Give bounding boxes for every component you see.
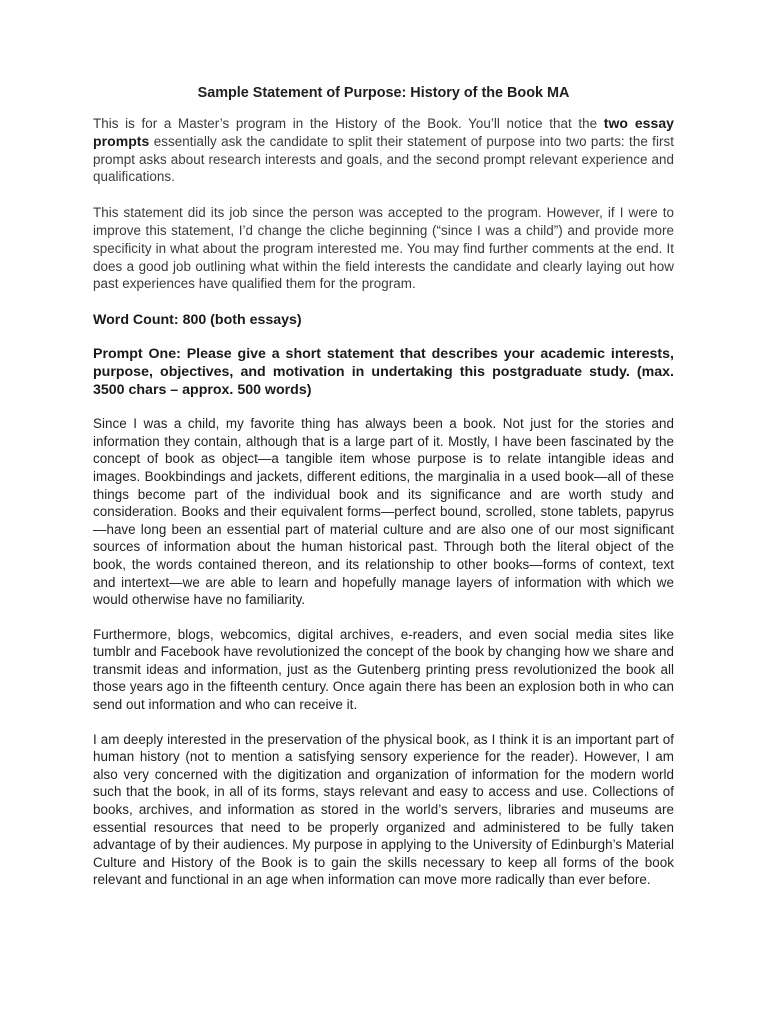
word-count-heading: Word Count: 800 (both essays) bbox=[93, 312, 302, 329]
two-essay-prompts-emphasis: two essay prompts bbox=[93, 115, 675, 149]
document-title: Sample Statement of Purpose: History of the Book MA bbox=[197, 85, 570, 101]
intro-paragraph-1 bbox=[93, 115, 674, 186]
essay-paragraph-1: Since I was a child, my favorite thing has always been a book. Not just for the stories and information they contain, although that is a large part of it. Mostly, I have been fascinated by the concept of book as object—a tangible item whose purpose is to relate intangible ideas and images. Bookbindings and jackets, different editions, the marginalia in a used book—all of these things become part of the individual book and its significance and are worth study and consideration. Books and their equivalent forms—perfect bound, scrolled, stone tablets, papyrus—have long been an essential part of material culture and are also one of our most significant sources of information about the human historical past. Through both the literal object of the book, the words contained thereon, and its relationship to other books—forms of context, text and intertext—we are able to learn and hopefully manage layers of information with which we would otherwise have no familiarity. bbox=[93, 416, 674, 608]
intro-paragraph-2: This statement did its job since the person was accepted to the program. However, if I were to improve this statement, I’d change the cliche beginning (“since I was a child”) and provide more specificity in what about the program interested me. You may find further comments at the end. It does a good job outlining what within the field interests the candidate and clearly laying out how past experiences have qualified them for the program. bbox=[93, 205, 674, 292]
intro-p1-text-end: essentially ask the candidate to split their statement of purpose into two parts: the first prompt asks about research interests and goals, and the second prompt relevant experience and qualifications. bbox=[93, 133, 674, 185]
document-page bbox=[93, 84, 674, 906]
prompt-one-heading: Prompt One: Please give a short statement that describes your academic interests, purpose, objectives, and motivation in undertaking this postgraduate study. (max. 3500 chars – approx. 500 words) bbox=[93, 346, 674, 399]
intro-p1-text-start: This is for a Master’s program in the History of the Book. You’ll notice that the bbox=[93, 116, 604, 131]
essay-paragraph-3: I am deeply interested in the preservation of the physical book, as I think it is an important part of human history (not to mention a satisfying sensory experience for the reader). However, I am also very concerned with the digitization and organization of information for the modern world such that the book, in all of its forms, stays relevant and easy to access and use. Collections of books, archives, and information as stored in the world’s servers, libraries and museums are essential resources that need to be properly organized and administered to be fully taken advantage of by their audiences. My purpose in applying to the University of Edinburgh’s Material Culture and History of the Book is to gain the skills necessary to keep all forms of the book relevant and functional in an age when information can move more radically than ever before. bbox=[93, 731, 674, 888]
essay-paragraph-2: Furthermore, blogs, webcomics, digital archives, e-readers, and even social media sites like tumblr and Facebook have revolutionized the concept of the book by changing how we share and transmit ideas and information, just as the Gutenberg printing press revolutionized the book all those years ago in the fifteenth century. Once again there has been an explosion both in who can send out information and who can receive it. bbox=[93, 626, 674, 713]
